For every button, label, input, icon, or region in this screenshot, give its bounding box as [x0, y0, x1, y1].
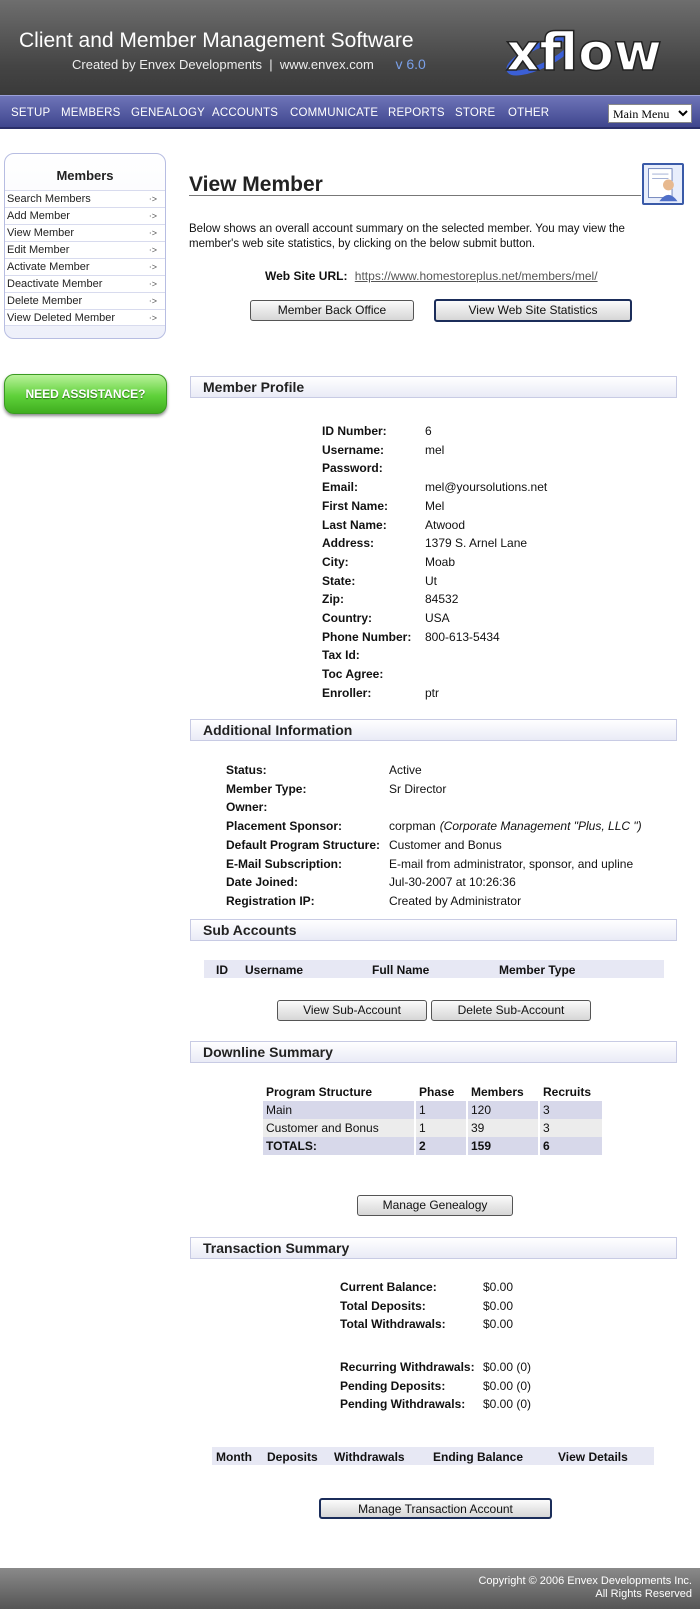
field-value: Active — [389, 763, 422, 777]
transaction-summary-header: Transaction Summary — [190, 1237, 677, 1259]
arrow-icon: ⋅> — [148, 211, 157, 221]
view-sub-account-button[interactable]: View Sub-Account — [277, 1000, 427, 1021]
nav-other[interactable]: OTHER — [508, 107, 550, 119]
field-label: Current Balance: — [340, 1280, 437, 1294]
field-label: Recurring Withdrawals: — [340, 1360, 475, 1374]
arrow-icon: ⋅> — [148, 313, 157, 323]
field-value: $0.00 (0) — [483, 1397, 532, 1412]
downline-summary-header: Downline Summary — [190, 1041, 677, 1063]
field-value: corpman (Corporate Management "Plus, LLC ") — [389, 819, 642, 834]
totals-row: TOTALS: 2 159 6 — [263, 1137, 603, 1155]
field-value: Sr Director — [389, 781, 447, 796]
nav-reports[interactable]: REPORTS — [388, 107, 445, 119]
table-row: Main 1 120 3 — [263, 1101, 603, 1119]
nav-members[interactable]: MEMBERS — [61, 107, 121, 119]
svg-text:xflow: xflow — [506, 23, 662, 82]
column-header: Program Structure — [263, 1083, 415, 1101]
footer — [0, 1568, 700, 1609]
field-label: Username: — [322, 442, 385, 457]
field-value: Moab — [425, 554, 456, 569]
arrow-icon: ⋅> — [148, 245, 157, 255]
field-label: Owner: — [226, 800, 268, 815]
table-row: Customer and Bonus 1 39 3 — [263, 1119, 603, 1137]
column-header: ID — [216, 963, 228, 977]
field-value: 1379 S. Arnel Lane — [425, 536, 528, 551]
field-value: $0.00 (0) — [483, 1378, 532, 1393]
sidebar-item-deactivate-member[interactable]: Deactivate Member ⋅> — [5, 275, 165, 292]
rights-text: All Rights Reserved — [595, 1588, 692, 1600]
field-label: Total Deposits: — [340, 1298, 426, 1313]
field-value: mel@yoursolutions.net — [425, 480, 548, 495]
field-label: Toc Agree: — [322, 667, 384, 682]
header-banner — [0, 0, 700, 95]
field-value: Ut — [425, 573, 437, 588]
field-label: Status: — [226, 763, 267, 777]
delete-sub-account-button[interactable]: Delete Sub-Account — [431, 1000, 591, 1021]
field-label: Tax Id: — [322, 648, 360, 663]
arrow-icon: ⋅> — [148, 194, 157, 204]
sidebar-title: Members — [56, 168, 114, 183]
column-header: View Details — [558, 1450, 628, 1464]
field-label: Phone Number: — [322, 629, 412, 644]
field-label: Pending Withdrawals: — [340, 1397, 466, 1412]
field-value: $0.00 — [483, 1317, 514, 1332]
arrow-icon: ⋅> — [148, 228, 157, 238]
field-label: Zip: — [322, 592, 344, 607]
arrow-icon: ⋅> — [148, 296, 157, 306]
website-url-link[interactable]: https://www.homestoreplus.net/members/mel/ — [354, 269, 598, 283]
column-header: Withdrawals — [334, 1450, 405, 1464]
sub-accounts-table-header — [204, 960, 664, 978]
manage-genealogy-button[interactable]: Manage Genealogy — [357, 1195, 513, 1216]
column-header: Full Name — [372, 963, 430, 977]
field-label: Email: — [322, 480, 359, 495]
sidebar-item-search-members[interactable]: Search Members ⋅> — [5, 190, 165, 207]
field-label: Last Name: — [322, 517, 387, 532]
column-header: Members — [467, 1083, 539, 1101]
main-menu-select[interactable] — [608, 104, 692, 123]
column-header: Username — [245, 963, 304, 977]
member-profile-header: Member Profile — [190, 376, 677, 398]
column-header: Deposits — [267, 1450, 318, 1464]
field-value: $0.00 — [483, 1280, 514, 1294]
intro-text: Below shows an overall account summary on the selected member. You may view the member's web site statistics, by clicking on the below submit button. — [189, 223, 625, 250]
view-web-site-statistics-button[interactable]: View Web Site Statistics — [434, 299, 632, 322]
main-nav — [0, 95, 700, 129]
column-header: Month — [216, 1450, 252, 1464]
field-value: ptr — [425, 685, 440, 700]
field-value: E-mail from administrator, sponsor, and upline — [389, 856, 634, 871]
nav-setup[interactable]: SETUP — [11, 107, 51, 119]
field-value: Jul-30-2007 at 10:26:36 — [389, 875, 516, 890]
field-value: Created by Administrator — [389, 893, 522, 908]
field-label: ID Number: — [322, 424, 387, 438]
field-value: Mel — [425, 498, 445, 513]
field-label: Default Program Structure: — [226, 837, 381, 852]
app-subtitle: Created by Envex Developments | www.envex.com v 6.0 — [72, 56, 426, 72]
field-label: Member Type: — [226, 781, 307, 796]
sidebar-item-add-member[interactable]: Add Member ⋅> — [5, 207, 165, 224]
nav-accounts[interactable]: ACCOUNTS — [212, 107, 279, 119]
page-title: View Member — [189, 173, 323, 196]
arrow-icon: ⋅> — [148, 279, 157, 289]
sub-accounts-header: Sub Accounts — [190, 919, 677, 941]
field-label: Enroller: — [322, 685, 372, 700]
field-label: Pending Deposits: — [340, 1378, 446, 1393]
manage-transaction-account-button[interactable]: Manage Transaction Account — [319, 1498, 552, 1519]
field-value: 84532 — [425, 592, 459, 607]
field-value: 6 — [425, 424, 432, 438]
field-value: USA — [425, 611, 450, 625]
field-label: Password: — [322, 461, 383, 476]
column-header: Recruits — [539, 1083, 603, 1101]
field-value: Atwood — [425, 517, 466, 532]
member-back-office-button[interactable]: Member Back Office — [250, 300, 414, 321]
app-title: Client and Member Management Software — [19, 29, 414, 52]
version-label: v 6.0 — [395, 56, 426, 72]
field-label: E-Mail Subscription: — [226, 856, 343, 871]
field-label: City: — [322, 554, 349, 569]
column-header: Ending Balance — [433, 1450, 524, 1464]
need-assistance-button[interactable]: NEED ASSISTANCE? — [4, 374, 167, 414]
field-value: 800-613-5434 — [425, 629, 500, 644]
xflow-logo — [500, 20, 690, 82]
column-header: Phase — [415, 1083, 467, 1101]
members-sidebar — [4, 153, 166, 339]
nav-genealogy[interactable]: GENEALOGY — [131, 107, 206, 119]
field-label: Placement Sponsor: — [226, 819, 343, 834]
sidebar-item-view-deleted-member[interactable]: View Deleted Member ⋅> — [5, 309, 165, 326]
field-value: $0.00 (0) — [483, 1360, 532, 1374]
website-url-row — [265, 269, 598, 283]
field-value: mel — [425, 442, 445, 457]
nav-communicate[interactable]: COMMUNICATE — [290, 107, 379, 119]
field-label: State: — [322, 573, 356, 588]
field-label: Country: — [322, 611, 372, 625]
field-label: Date Joined: — [226, 875, 299, 890]
sidebar-item-delete-member[interactable]: Delete Member ⋅> — [5, 292, 165, 309]
sidebar-item-activate-member[interactable]: Activate Member ⋅> — [5, 258, 165, 275]
title-divider — [189, 195, 641, 196]
sidebar-item-view-member[interactable]: View Member ⋅> — [5, 224, 165, 241]
field-value: Customer and Bonus — [389, 837, 502, 852]
field-label: Total Withdrawals: — [340, 1317, 446, 1332]
field-label: Registration IP: — [226, 893, 315, 908]
field-value: $0.00 — [483, 1298, 514, 1313]
column-header: Member Type — [499, 963, 576, 977]
additional-information-header: Additional Information — [190, 719, 677, 741]
member-profile-icon — [642, 163, 684, 205]
url-label: Web Site URL: — [265, 269, 348, 283]
sidebar-item-edit-member[interactable]: Edit Member ⋅> — [5, 241, 165, 258]
transactions-table-header — [212, 1447, 654, 1465]
arrow-icon: ⋅> — [148, 262, 157, 272]
copyright-text: Copyright © 2006 Envex Developments Inc. — [478, 1575, 692, 1587]
downline-summary-table — [263, 1083, 604, 1155]
field-label: Address: — [322, 536, 375, 551]
nav-store[interactable]: STORE — [455, 107, 496, 119]
field-label: First Name: — [322, 498, 389, 513]
